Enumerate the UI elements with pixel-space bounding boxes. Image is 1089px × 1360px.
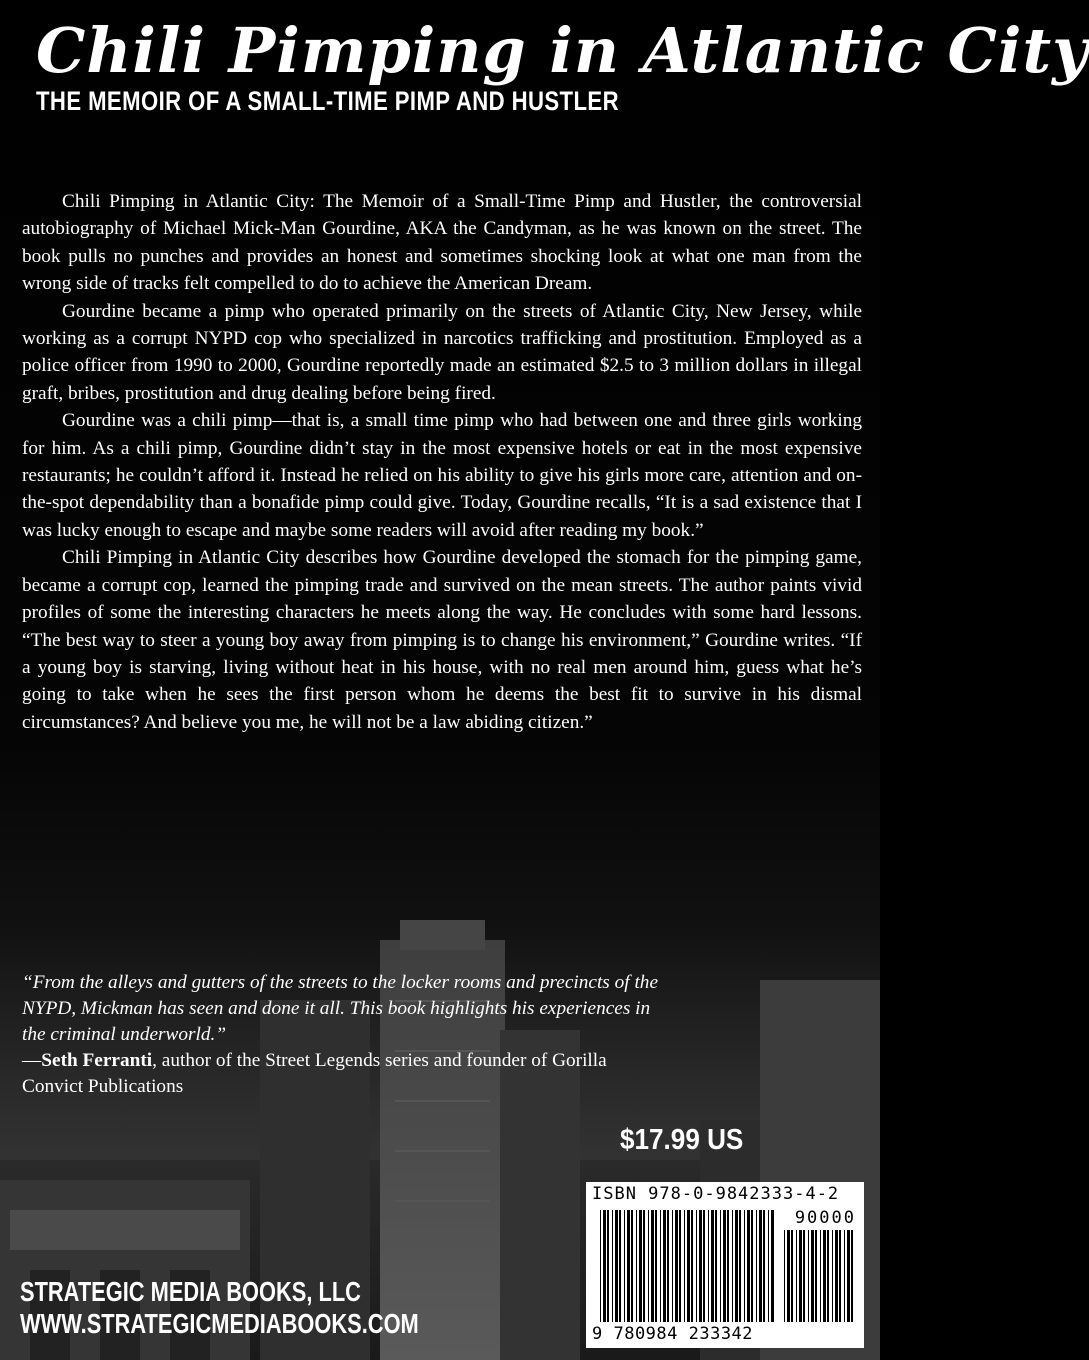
barcode-bar — [784, 1230, 785, 1322]
barcode-bar — [787, 1230, 790, 1322]
barcode-bar — [603, 1210, 606, 1322]
barcode-bar — [675, 1210, 678, 1322]
barcode-bar — [667, 1210, 669, 1322]
barcode-bar — [684, 1210, 685, 1322]
barcode-bar — [844, 1230, 845, 1322]
barcode-bar — [691, 1210, 693, 1322]
barcode-bar — [600, 1210, 601, 1322]
barcode-bar — [768, 1210, 769, 1322]
barcode-bar — [851, 1230, 853, 1322]
barcode-bar — [687, 1210, 690, 1322]
barcode-bar — [759, 1210, 762, 1322]
barcode-bar — [727, 1210, 729, 1322]
barcode-bar — [631, 1210, 633, 1322]
barcode-bar — [711, 1210, 714, 1322]
quote-text: “From the alleys and gutters of the streets to the locker rooms and precincts of the NYPD, Mickman has seen and done it all. This book highlights his experiences in the criminal underworld.” — [22, 972, 659, 1045]
price-addon-code: 90000 — [794, 1208, 856, 1228]
barcode-bar — [624, 1210, 625, 1322]
barcode-bar — [612, 1210, 613, 1322]
publisher-block — [20, 1276, 419, 1340]
barcode-bar — [615, 1210, 618, 1322]
barcode-bar — [839, 1230, 841, 1322]
quote-author-name: Seth Ferranti — [41, 1050, 153, 1071]
barcode-bar — [815, 1230, 817, 1322]
book-subtitle: THE MEMOIR OF A SMALL-TIME PIMP AND HUSTLER — [36, 86, 620, 116]
isbn-label: ISBN 978-0-9842333-4-2 — [592, 1184, 840, 1204]
barcode-bar — [679, 1210, 681, 1322]
addon-barcode-bars — [784, 1230, 854, 1322]
barcode-bar — [847, 1230, 850, 1322]
description-paragraph: Chili Pimping in Atlantic City describes how Gourdine developed the stomach for the pimping game, became a corrupt cop, learned the pimping trade and survived on the mean streets. The author paints vivid profiles of some the interesting characters he meets along the way. He concludes with some hard lessons. “The best way to steer a young boy away from pimping is to change his environment,” Gourdine writes. “If a young boy is starving, living without heat in his house, with no real men around him, guess what he’s going to take when he sees the first person whom he deems the best fit to survive in his dismal circumstances? And believe you me, he will not be a law abiding citizen.” — [22, 547, 862, 733]
barcode-bar — [823, 1230, 826, 1322]
barcode-bar — [796, 1230, 797, 1322]
book-title: Chili Pimping in Atlantic City — [36, 14, 1089, 87]
publisher-name: STRATEGIC MEDIA BOOKS, LLC — [20, 1276, 361, 1307]
barcode-bar — [747, 1210, 750, 1322]
quote-dash: — — [22, 1050, 42, 1071]
barcode-bar — [799, 1230, 802, 1322]
barcode-bar — [627, 1210, 630, 1322]
barcode-bar — [607, 1210, 609, 1322]
barcode-bar — [696, 1210, 697, 1322]
barcode-bar — [832, 1230, 833, 1322]
barcode-bar — [619, 1210, 621, 1322]
barcode-bar — [827, 1230, 829, 1322]
quote-attribution — [22, 1048, 662, 1100]
barcode-bar — [703, 1210, 705, 1322]
isbn-barcode — [586, 1182, 864, 1348]
barcode-bar — [720, 1210, 721, 1322]
barcode-bar — [655, 1210, 657, 1322]
barcode-bar — [715, 1210, 717, 1322]
barcode-bar — [663, 1210, 666, 1322]
barcode-bar — [771, 1210, 774, 1322]
barcode-bar — [803, 1230, 805, 1322]
barcode-bar — [820, 1230, 821, 1322]
barcode-bar — [639, 1210, 642, 1322]
barcode-bars — [600, 1210, 776, 1322]
barcode-bar — [751, 1210, 753, 1322]
barcode-bar — [723, 1210, 726, 1322]
quote-author-affiliation: , author of the Street Legends series and founder of Gorilla Convict Publications — [22, 1050, 607, 1097]
description-paragraph: Gourdine was a chili pimp—that is, a small time pimp who had between one and three girls working for him. As a chili pimp, Gourdine didn’t stay in the most expensive hotels or eat in the most expensive restaurants; he couldn’t afford it. Instead he relied on his ability to give his girls more care, attention and on-the-spot dependability than a bonafide pimp could give. Today, Gourdine recalls, “It is a sad existence that I was lucky enough to escape and maybe some readers will avoid after reading my book.” — [22, 410, 862, 541]
barcode-bar — [660, 1210, 661, 1322]
barcode-digits: 9 780984 233342 — [592, 1324, 754, 1344]
price-label: $17.99 US — [620, 1124, 744, 1156]
barcode-bar — [708, 1210, 709, 1322]
barcode-bar — [636, 1210, 637, 1322]
barcode-bar — [643, 1210, 645, 1322]
barcode-bar — [735, 1210, 738, 1322]
barcode-bar — [791, 1230, 793, 1322]
barcode-bar — [672, 1210, 673, 1322]
barcode-bar — [651, 1210, 654, 1322]
barcode-bar — [763, 1210, 765, 1322]
barcode-bar — [756, 1210, 757, 1322]
barcode-bar — [732, 1210, 733, 1322]
barcode-bar — [808, 1230, 809, 1322]
description-paragraph: Chili Pimping in Atlantic City: The Memoir of a Small-Time Pimp and Hustler, the controversial autobiography of Michael Mick-Man Gourdine, AKA the Candyman, as he was known on the street. The book pulls no punches and provides an honest and sometimes shocking look at what one man from the wrong side of tracks felt compelled to do to achieve the American Dream. — [22, 191, 862, 295]
barcode-bar — [699, 1210, 702, 1322]
endorsement-quote — [22, 970, 662, 1100]
barcode-bar — [739, 1210, 741, 1322]
publisher-url: WWW.STRATEGICMEDIABOOKS.COM — [20, 1308, 419, 1339]
barcode-bar — [648, 1210, 649, 1322]
barcode-bar — [811, 1230, 814, 1322]
description-paragraph: Gourdine became a pimp who operated primarily on the streets of Atlantic City, New Jersey, while working as a corrupt NYPD cop who specialized in narcotics trafficking and prostitution. Employed as a police officer from 1990 to 2000, Gourdine reportedly made an estimated $2.5 to 3 million dollars in illegal graft, bribes, prostitution and drug dealing before being fired. — [22, 300, 862, 404]
book-description — [22, 188, 862, 736]
barcode-bar — [744, 1210, 745, 1322]
barcode-bar — [835, 1230, 838, 1322]
